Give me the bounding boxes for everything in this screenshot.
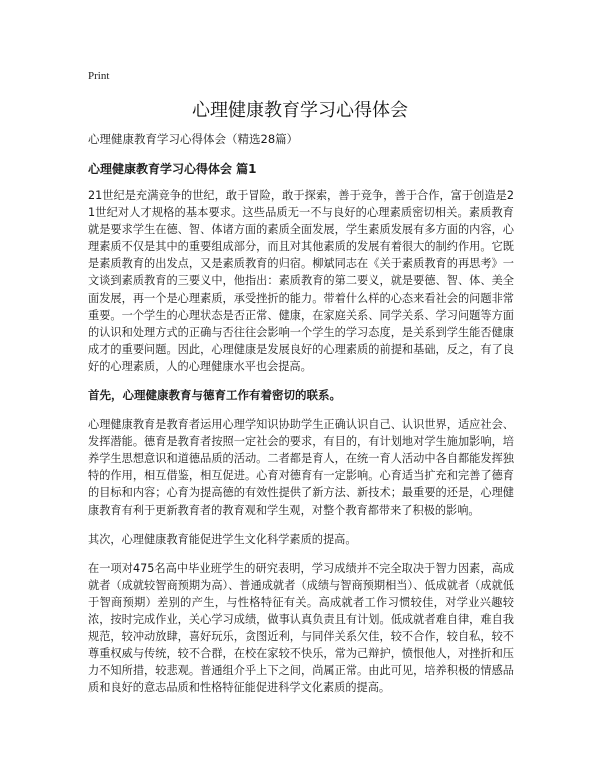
paragraph-study-research: 在一项对475名高中毕业班学生的研究表明，学习成绩并不完全取决于智力因素，高成就者（成就较智商预期为高）、普通成就者（成绩与智商预期相当）、低成就者（成就低于智商预期）差别的产生，与性格特征有关。高成就者工作习惯较佳，对学业兴趣较浓，按时完成作业，关心学习成绩，做事认真负责且有计划。低成就者难自律，难自我规范，较冲动放肆，喜好玩乐，贪图近利，与同伴关系欠佳，较不合作，较自私，较不尊重权威与传统，较不合群，在校在家较不快乐，常为己辩护，愤恨他人，对挫折和压力不知所措，较悲观。普通组介乎上下之间，尚属正常。由此可见，培养积极的情感品质和良好的意志品质和性格特征能促进科学文化素质的提高。 [88, 561, 514, 695]
document-body [88, 130, 514, 708]
page-title: 心理健康教育学习心得体会 [192, 100, 408, 121]
paragraph-second-point: 其次，心理健康教育能促进学生文化科学素质的提高。 [88, 532, 357, 546]
document-subtitle: 心理健康教育学习心得体会（精选28篇） [88, 132, 299, 146]
paragraph-first-point: 首先，心理健康教育与德育工作有着密切的联系。 [88, 388, 341, 403]
print-label[interactable]: Print [88, 70, 110, 82]
paragraph-moral-education: 心理健康教育是教育者运用心理学知识协助学生正确认识自己、认识世界，适应社会、发挥潜能。德育是教育者按照一定社会的要求，有目的，有计划地对学生施加影响，培养学生思想意识和道德品质的活动。二者都是育人，在统一育人活动中各自都能发挥独特的作用，相互借鉴，相互促进。心育对德育有一定影响。心育适当扩充和完善了德育的目标和内容；心育为提高德的有效性提供了新方法、新技术；最重要的还是，心理健康教育有利于更新教育者的教育观和学生观，对整个教育都带来了积极的影响。 [88, 418, 514, 517]
paragraph-intro: 21世纪是充满竞争的世纪，敢于冒险，敢于探索，善于竞争，善于合作，富于创造是21世纪对人才规格的基本要求。这些品质无一不与良好的心理素质密切相关。素质教育就是要求学生在德、智、体诸方面的素质全面发展，学生素质发展有多方面的内容，心理素质不仅是其中的重要组成部分，而且对其他素质的发展有着很大的制约作用。它既是素质教育的出发点，又是素质教育的归宿。柳斌同志在《关于素质教育的再思考》一文谈到素质教育的三要义中，他指出：素质教育的第二要义，就是要德、智、体、美全面发展，再一个是心理素质，承受挫折的能力。带着什么样的心态来看社会的问题非常重要。一个学生的心理状态是否正常、健康，在家庭关系、同学关系、学习问题等方面的认识和处理方式的正确与否往往会影响一个学生的学习态度，是关系到学生能否健康成才的重要问题。因此，心理健康是发展良好的心理素质的前提和基础，反之，有了良好的心理素质，人的心理健康水平也会提高。 [88, 189, 514, 373]
section-heading: 心理健康教育学习心得体会 篇1 [88, 162, 257, 176]
